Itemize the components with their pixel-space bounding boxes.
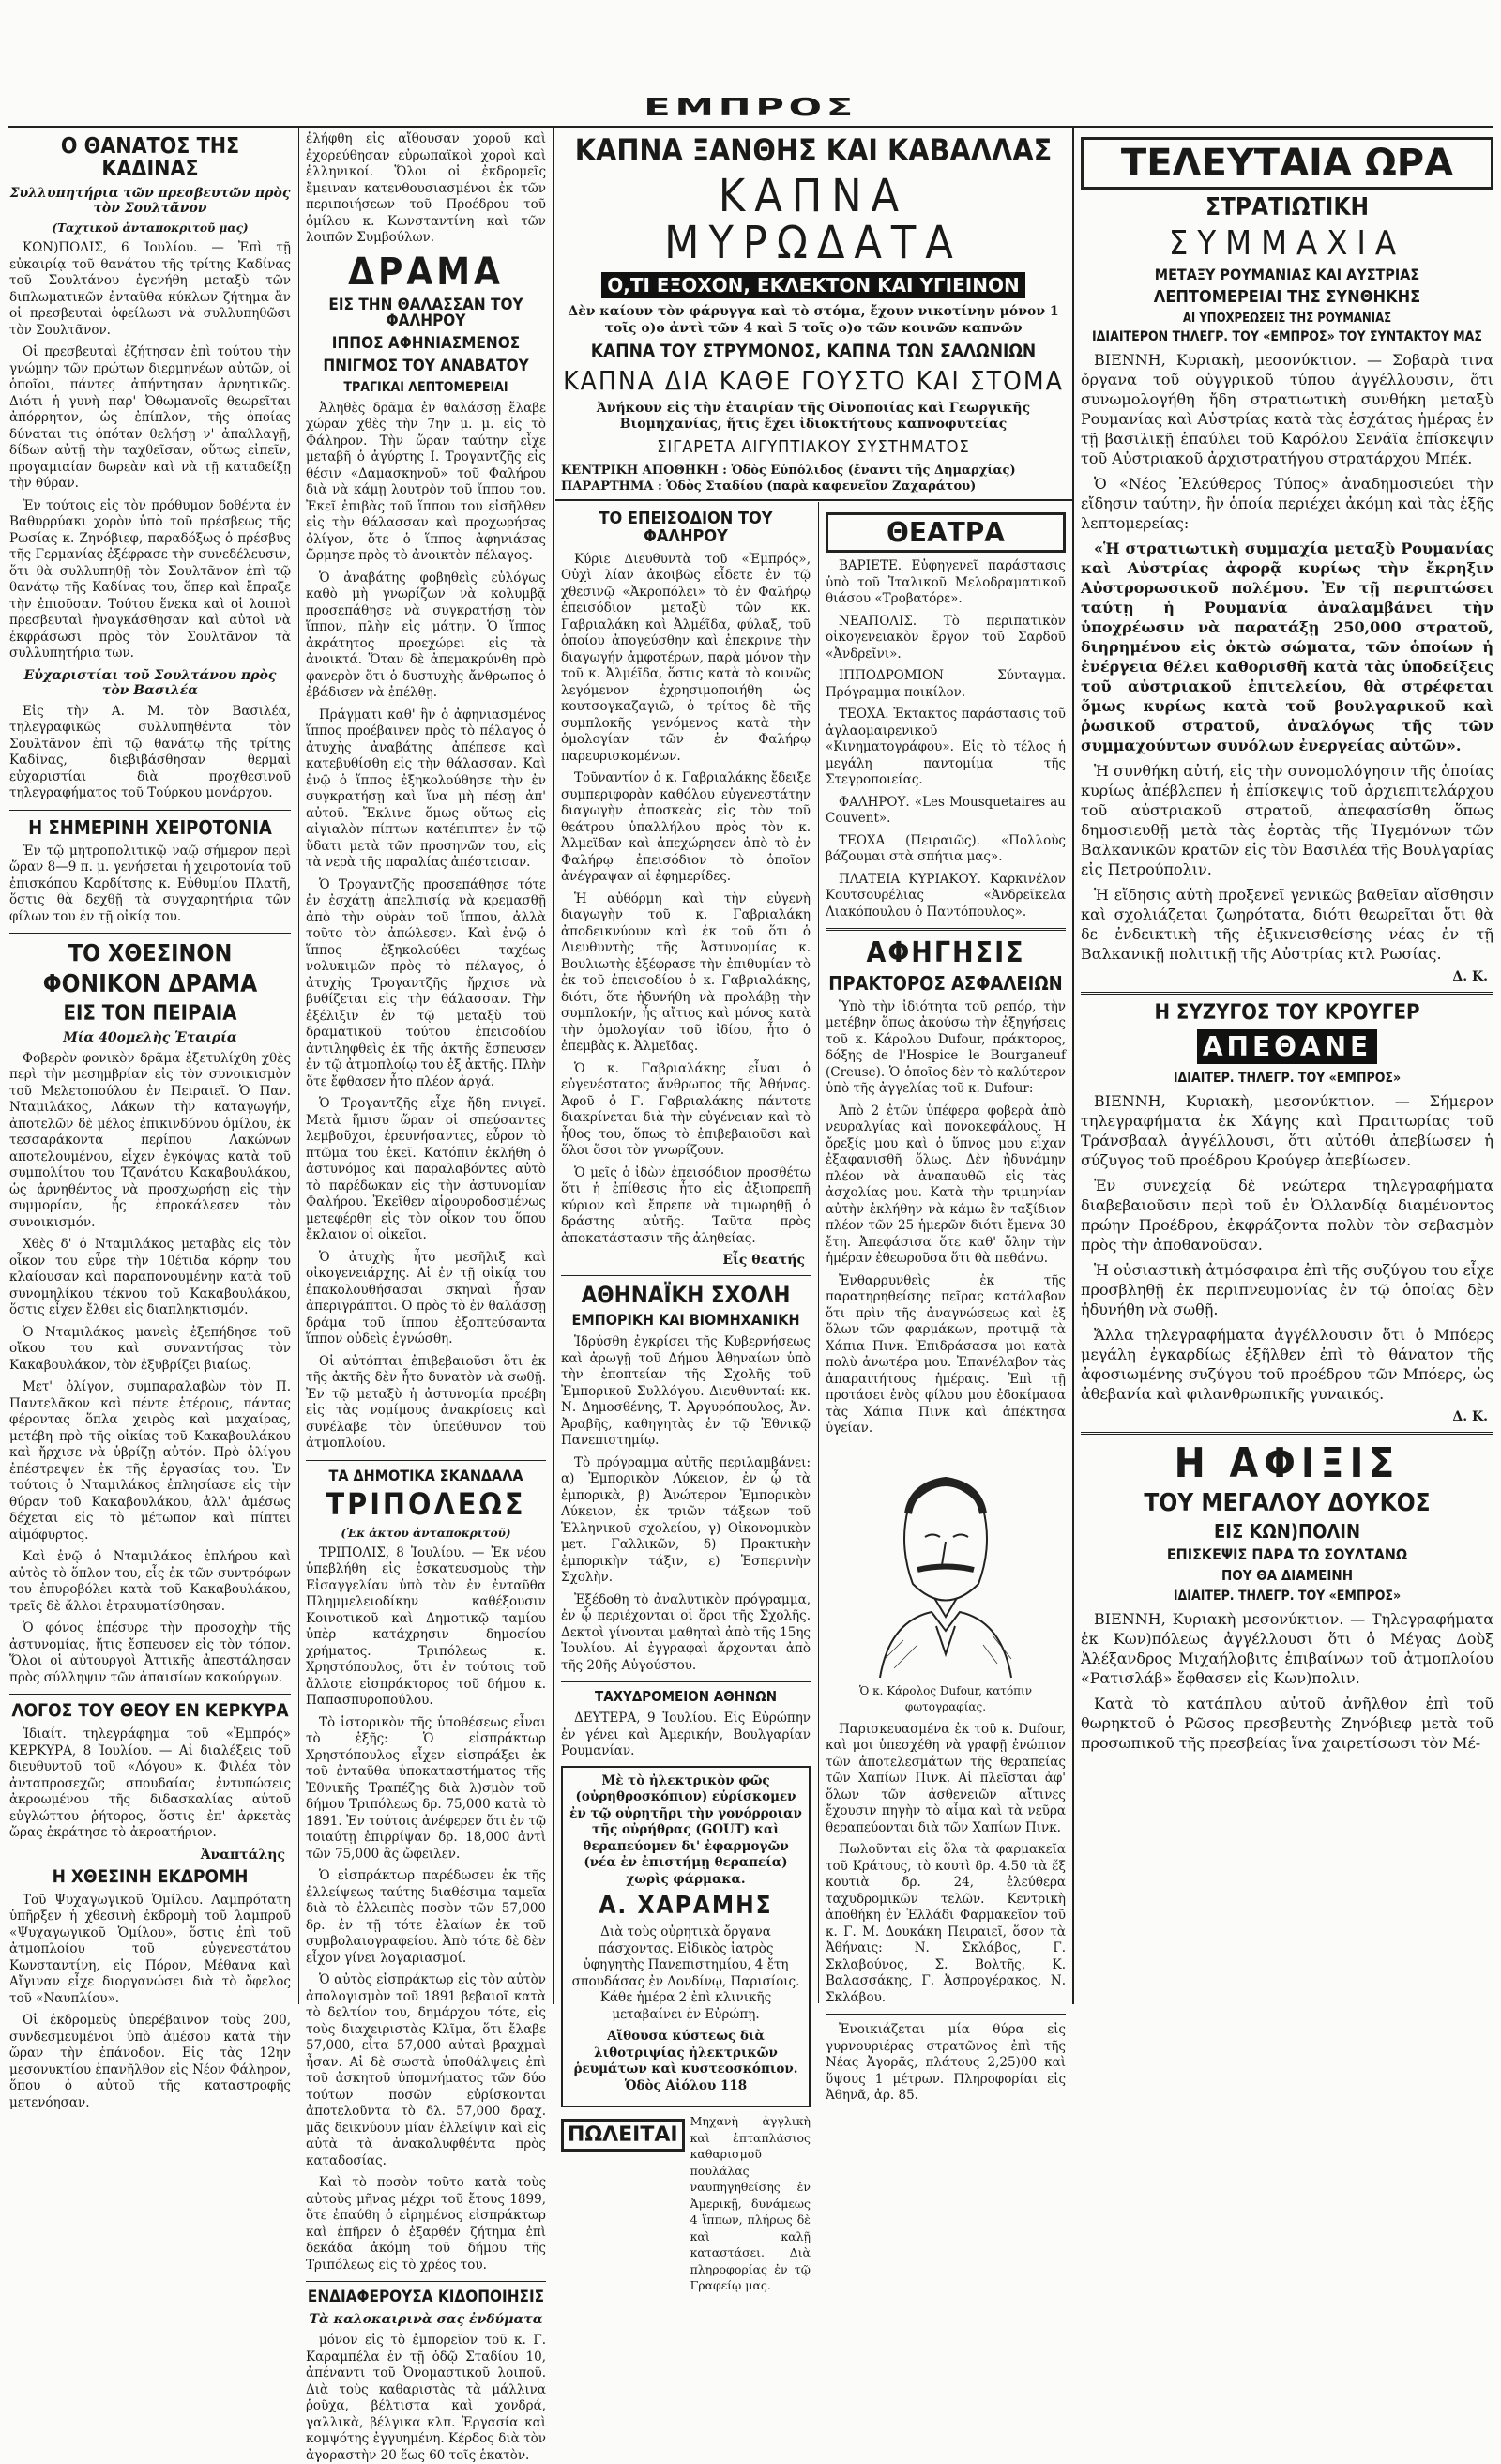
article-headline: ΑΘΗΝΑΪΚΗ ΣΧΟΛΗ [581,1282,791,1309]
divider [561,1275,811,1276]
article-paragraph: Ἡ οὐσιαστικὴ ἀτμόσφαιρα ἐπὶ τῆς συζύγου του εἶχε προσβληθῇ ἐκ περιπνευμονίας ἐν τῷ ὁποίας δὲν ἠδυνήθη νὰ σωθῇ. [1081,1260,1493,1318]
article-paragraph: Ὁ ἀναβάτης φοβηθεὶς εὐλόγως καθὸ μὴ γνωρίζων νὰ κολυμβᾷ προσεπάθησε νὰ συγκρατήσῃ τὸν ἵππον, πλὴν εἰς μάτην. Ὁ ἵππος ἀκράτητος προεχώρει εἰς τὰ ἀνοικτά. Ὅταν δὲ ἀπεμακρύνθη πρὸ φανερὸν ὅτι ὁ δυστυχὴς ἄνθρωπος ὁ ἐβάδισεν νὰ ἐπέλθῃ. [306,570,546,701]
article-headline: Η ΑΦΙΞΙΣ [1174,1438,1401,1487]
ad-paragraph: Δὲν καίουν τὸν φάρυγγα καὶ τὸ στόμα, ἔχουν νικοτίνην μόνον 1 τοῖς ο)ο ἀντὶ τῶν 4 καὶ 5 τοῖς ο)ο τῶν κοινῶν καπνῶν [568,304,1059,336]
article-paragraph: Ἐνθαρρυνθεὶς ἐκ τῆς παρατηρηθείσης πεῖρας κατάλαβον ὅτι πρὶν τῆς ἀναγνώσεως καὶ ἐξ ὅλων τῶν φαρμάκων, προτιμᾷ τὰ Χάπια Πινκ. Ἐπιδράσασα μοι κατὰ πολὺ ἀνωτέρα μου. Ἐπανέλαβον τὰς ἀπαραιτήτους ἡμέραις. Ἐπὶ τῇ προτάσει ἑνὸς φίλου μου ἐδοκίμασα τὰς Χάπια Πινκ καὶ ἀπέκτησα ὑγείαν. [826,1272,1066,1436]
article-headline: ΣΤΡΑΤΙΩΤΙΚΗ [1205,193,1370,221]
divider [561,1681,811,1682]
article-paragraph: Κύριε Διευθυντὰ τοῦ «Ἐμπρός», Οὐχὶ λίαν ἀκοιβῶς εἶδετε ἐν τῷ χθεσινῷ «Ἀκροπόλει» τὸ ἐν Φαλήρῳ ἐπεισόδιον μεταξὺ τῶν κκ. Γαβριαλάκη καὶ Ἀλμέῖδα, φύλαξ, τοῦ ὁποίου ἀπογεύσθην καὶ ἐπεκρινε τὴν διαγωγήν ἀμφοτέρων, παρὰ μόνον τὴν τοῦ κ. Ἀλμέῖδα, ὅστις κατὰ τὸ κοινῶς λεγόμενον ἐχρησιμοποιήθη ὡς κουτσογκαζαγιῶ, ὁ τρίτος δὲ τῆς συμπλοκῆς γενόμενος κατὰ τὴν ὁμολογίαν τῶν ἐν Φαλήρῳ παρευρισκομένων. [561,551,811,764]
article-paragraph: Πράγματι καθ' ἣν ὁ ἀφηνιασμένος ἵππος προέβαινεν πρὸς τὸ πέλαγος ὁ ἀτυχὴς ἀναβάτης ἀπέπεσε καὶ κατεβυθίσθη εἰς τὴν θάλασσαν. Καὶ ἐνῷ ὁ ἵππος ἐξηκολούθησε τὴν ἐν συγκρατήσῃ καὶ ἵνα μὴ πέσῃ ἀπ' αὐτοῦ. Ἔκλινε ὅμως οὕτως εἰς αἰγιαλὸν πίπτων κατέπιπτεν ἐν τῷ ὕδατι μετὰ τῶν προσηνῶν του, εἰς τὰ νερὰ τῆς παραλίας ἀπέστεισαν. [306,707,546,871]
column-5 [1081,131,1493,2003]
article-paragraph: Πωλοῦνται εἰς ὅλα τὰ φαρμακεῖα τοῦ Κράτους, τὸ κουτὶ δρ. 4.50 τὰ ἕξ κουτιὰ δρ. 24, ἐλεύθερα ταχυδρομικῶν τελῶν. Κεντρικὴ ἀποθήκη ἐν Ἑλλάδι Φαρμακεῖον τοῦ κ. Γ. Μ. Δουκάκη Πειραιεῖ, ὅσον τὰ Ἀθήναις: Ν. Σκλάβος, Γ. Σκλαβούνος, Σ. Βολτῆς, Κ. Βαλασσάκης, Γ. Ἀσπρογέρακος, Ν. Σκλάβου. [826,1842,1066,2005]
ad-paragraph: Αἴθουσα κύστεως διὰ λιθοτριψίας ἠλεκτρικῶν ῥευμάτων καὶ κυστεοσκόπιον. Ὁδὸς Αἰόλου 118 [573,2029,798,2093]
article-paragraph: ΙΠΠΟΔΡΟΜΙΟΝ Σύνταγμα. Πρόγραμμα ποικίλον. [826,668,1066,700]
article-paragraph: ΦΑΛΗΡΟΥ. «Les Mousquetaires au Couvent». [826,794,1066,826]
article-paragraph: Τὸ ἱστορικὸν τῆς ὑποθέσεως εἶναι τὸ ἑξῆς: Ὁ εἰσπράκτωρ Χρηστόπουλος εἶχεν εἰσπράξει ἐκ τοῦ ἐνταῦθα ὑποκαταστήματος τῆς Ἐθνικῆς Τραπέζης διὰ λ)σμὸν τοῦ δήμου Τριπόλεως δρ. 75,000 κατὰ τὸ 1891. Ἐν τούτοις ἀνέφερεν ὅτι ἐν τῷ τοιαύτῃ ἐπιρρίψαν δρ. 18,000 ἀντὶ τῶν 75,000 ἃς ὤφειλεν. [306,1714,546,1862]
article-paragraph: Ἐν τούτοις εἰς τὸν πρόθυμον δοθέντα ἐν Βαθυρρύακι χορὸν ὑπὸ τοῦ πρέσβεως τῆς Ρωσίας κ. Ζηνόβιεφ, παραδόξως ὁ πρέσβυς τῆς Γερμανίας ἐξέφρασε τὴν συνεδέλευσιν, ὅτι θὰ συλλυπηθῇ τὸν Σουλτᾶνον ἐπὶ τῷ θανάτῳ τῆς Καδίνας του, ὅπερ καὶ ἔπραξε τὴν ἐπιοῦσαν. Τούτου ἕνεκα καὶ οἱ λοιποὶ πρεσβευταὶ ἠναγκάσθησαν καὶ αὐτοὶ νὰ ἐκφράσωσι πρὸς τὸν Σουλτᾶνον τὰ συλλυπητήρια των. [9,497,291,662]
article-paragraph: Χθὲς δ' ὁ Νταμιλάκος μεταβὰς εἰς τὸν οἶκον του εὗρε τὴν 10έτιδα κόρην του κλαίουσαν καὶ παραπονουμένην κατὰ τοῦ συνομηλίκου τέκνου τοῦ Κακαβουλάκου, ὅστις εἶχεν ἔλθει εἰς διαπληκτισμόν. [9,1237,291,1318]
article-paragraph: Ἱδρύσθη ἐγκρίσει τῆς Κυβερνήσεως καὶ ἀρωγῇ τοῦ Δήμου Ἀθηναίων ὑπὸ τὴν ἐποπτείαν τῆς Σχολῆς τοῦ Ἐμπορικοῦ Συλλόγου. Διευθυνταί: κκ. Ν. Δημοσθένης, Τ. Ἀργυρόπουλος, Ἀν. Ἀραβῆς, καθηγητὰς ἐν τῷ Ἐθνικῷ Πανεπιστημίῳ. [561,1334,811,1449]
article-headline: ΔΡΑΜΑ [348,250,504,294]
divider [306,2281,546,2282]
article-paragraph: Ὁ εἰσπράκτωρ παρέδωσεν ἐκ τῆς ἐλλείψεως ταύτης διαθέσιμα ταμεῖα διὰ τὸ ἐλλειπὲς ποσὸν τῶν 57,000 δρ. ἐν τῇ τότε ἐλαίων ἐκ τοῦ συμβολαιογραφείου. Ἀπὸ τότε δὲ δὲν εἶχον γίνει λογαριασμοί. [306,1868,546,1966]
article-headline: ΠΡΑΚΤΟΡΟΣ ΑΣΦΑΛΕΙΩΝ [828,971,1063,995]
divider [826,928,1066,931]
ad-banner-wrap [561,272,1066,298]
ad-paragraph: ΠΑΡΑΡΤΗΜΑ : Ὁδὸς Σταδίου (παρὰ καφενεῖον Ζαχαράτου) [561,479,977,494]
article-paragraph: Ἐν συνεχείᾳ δὲ νεώτερα τηλεγραφήματα διαβεβαιοῦσιν περὶ τοῦ ἐν Ὁλλανδίᾳ διαμένοντος πρώην Προέδρου, ἐκφράζοντα πολὺν τὸν σεβασμὸν πρὸς τὴν ἀποθανοῦσαν. [1081,1176,1493,1254]
article-headline: ΠΟΥ ΘΑ ΔΙΑΜΕΙΝΗ [1221,1567,1353,1585]
ad-paragraph: Μὲ τὸ ἠλεκτρικὸν φῶς (οὐρηθροσκόπιον) εὑρίσκομεν ἐν τῷ οὐρητῆρι τὴν γονόρροιαν τῆς οὐρήθρας (GOUT) καὶ θεραπεύομεν δι' ἐφαρμογῶν (νέα ἐν ἐπιστήμῃ θεραπεία) χωρὶς φάρμακα. [569,1772,802,1887]
article-headline: ΠΝΙΓΜΟΣ ΤΟΥ ΑΝΑΒΑΤΟΥ [323,357,529,376]
article-signature: Δ. Κ. [1452,969,1488,985]
article-banner: ΑΠΕΘΑΝΕ [1197,1029,1377,1064]
article-paragraph: Μηχανὴ ἀγγλικὴ καὶ ἑπταπλάσιος καθαρισμοῦ πουλάλας ναυπηγηθείσης ἐν Ἀμερικῇ, δυνάμεως 4 ἵππων, πλήρως δὲ καὶ καλῇ καταστάσει. Διὰ πληροφορίας ἐν τῷ Γραφείῳ μας. [690,2114,811,2293]
article-paragraph: Ἀληθὲς δρᾶμα ἐν θαλάσσῃ ἔλαβε χώραν χθὲς τὴν 7ην μ. μ. εἰς τὸ Φάληρον. Τὴν ὥραν ταύτην εἶχε μεταβῆ ὁ ἀγύρτης Ι. Τρογαντζῆς εἰς θέσιν «Δαμασκηνοῦ» τοῦ Φαλήρου διὰ νὰ κάμῃ λουτρὸν τοῦ ἵππου του. Ἐκεῖ ἐπιβὰς τοῦ ἵππου του εἰσῆλθεν εἰς τὴν θάλασσαν καὶ προχωρήσας ὀλίγον, ὅτε ὁ ἵππος ἀφηνιάσας ὥρμησε πρὸς τὸ ἀνοικτὸν πέλαγος. [306,400,546,564]
article-headline: ΙΔΙΑΙΤΕΡ. ΤΗΛΕΓΡ. ΤΟΥ «ΕΜΠΡΟΣ» [1173,1588,1402,1604]
divider [1081,992,1493,995]
article-headline: ΙΔΙΑΙΤΕΡΟΝ ΤΗΛΕΓΡ. ΤΟΥ «ΕΜΠΡΟΣ» ΤΟΥ ΣΥΝΤΑΚΤΟΥ ΜΑΣ [1091,329,1483,345]
article-paragraph: Παρισκευασμένα ἐκ τοῦ κ. Dufour, καὶ μοι ὑπεσχέθη νὰ γραφῇ ἐνώπιον τῶν ἀποτελεσμάτων τῆς θεραπείας τῶν Χαπίων Πινκ. Αἱ πλεῖσται ἀφ' ὅλων τῶν ἀσθενειῶν αἴτινες ἔχουσιν πηγὴν τὸ αἷμα καὶ τὰ νεῦρα θεραπεύονται διὰ τῶν Χαπίων Πινκ. [826,1721,1066,1835]
article-paragraph: ἐλήφθη εἰς αἴθουσαν χοροῦ καὶ ἐχορεύθησαν εὐρωπαϊκοὶ χοροὶ καὶ ἑλληνικοί. Ὅλοι οἱ ἐκδρομεῖς ἔμειναν κατενθουσιασμένοι ἐκ τῶν περιποιήσεων τοῦ Προέδρου τοῦ ὁμίλου κ. Κωνσταντίνη καὶ τῶν λοιπῶν Συμβούλων. [306,131,546,245]
column-divider [818,502,819,2003]
banner-wrap [1081,1029,1493,1064]
ad-headline: ΣΙΓΑΡΕΤΑ ΑΙΓΥΠΤΙΑΚΟΥ ΣΥΣΤΗΜΑΤΟΣ [657,436,970,457]
article-paragraph: Ὁ Τρογαντζῆς προσεπάθησε τότε ἐν ἐσχάτῃ ἀπελπισίᾳ νὰ κρεμασθῇ ἀπὸ τὴν οὐρὰν τοῦ ἵππου, ἀλλὰ τοῦτο τὸν ἀπώλεσεν. Καὶ ἐνῷ ὁ ἵππος ἐξηκολούθει ταχέως νολυκιμῶν πρὸς τὸ πέλαγος, ὁ ἀτυχὴς Τρογαντζῆς ἤρχισε νὰ βυθίζεται εἰς τὴν θάλασσαν. Τὴν ἐξέλιξιν ἐν τῷ μεταξὺ τοῦ δραματικοῦ τούτου ἐπεισοδίου ἀντιληφθεὶς ἐκ τῆς ἀκτῆς ἔσπευσεν ἐν τῷ ἀτμοπλοίῳ του ἐξ ἀκτῆς. Πλὴν ὅτε ἔφθασεν ἦτο πλέον ἀργά. [306,876,546,1089]
article-paragraph: ΔΕΥΤΕΡΑ, 9 Ἰουλίου. Εἰς Εὐρώπην ἐν γένει καὶ Ἀμερικήν, Βουλγαρίαν Ρουμανίαν. [561,1711,811,1759]
article-paragraph: Οἱ πρεσβευταὶ ἐζήτησαν ἐπὶ τούτου τὴν γνώμην τῶν πρώτων διερμηνέων αὐτῶν, οἱ ὁποῖοι, πάντες ἀπήντησαν ἀρνητικῶς. Διότι ἡ γυνὴ παρ' Ὀθωμανοῖς θεωρεῖται ἀπόρρητον, ὡς ἐπίπλον, τῆς ὁποίας δύναται τις ὁπόταν θελήσῃ ν' ἀπαλλαγῇ, δίδων αὐτῇ τὴν ταχθεῖσαν, οὕτως εἰπεῖν, προγαμιαίαν δωρεὰν καὶ νὰ τῇ καταδείξῃ τὴν θύραν. [9,344,291,492]
article-paragraph: Ὁ φόνος ἐπέσυρε τὴν προσοχὴν τῆς ἀστυνομίας, ἥτις ἔσπευσεν εἰς τὸν τόπον. Ὅλοι οἱ αὐτουργοὶ Ἀττικῆς ἀπεστάλησαν πρὸς σύλληψιν τῶν ἀπαισίων κακούργων. [9,1620,291,1685]
ad-headline: Α. ΧΑΡΑΜΗΣ [599,1892,773,1921]
for-sale-headline: ΠΩΛΕΙΤΑΙ [561,2119,685,2152]
article-signature: Ἀναπτάλης [200,1847,285,1863]
article-headline: ΤΑΧΥΔΡΟΜΕΙΟΝ ΑΘΗΝΩΝ [594,1688,778,1706]
article-headline: ΕΙΣ ΤΟΝ ΠΕΙΡΑΙΑ [63,1001,237,1026]
article-headline: ΕΝΔΙΑΦΕΡΟΥΣΑ ΚΙΔΟΠΟΙΗΣΙΣ [307,2288,545,2307]
article-headline: Η ΣΗΜΕΡΙΝΗ ΧΕΙΡΟΤΟΝΙΑ [28,815,272,839]
article-paragraph: ΚΩΝ)ΠΟΛΙΣ, 6 Ἰουλίου. — Ἐπὶ τῇ εὐκαιρίᾳ τοῦ θανάτου τῆς τρίτης Καδίνας τοῦ Σουλτάνου ἐγενήθη μεταξὺ τῶν διπλωματικῶν ἐνταῦθα κύκλων ζήτημα ἂν οἱ πρεσβευταὶ ὀφείλωσι νὰ συλλυπηθῶσι τὸν Σουλτᾶνον. [9,240,291,338]
article-headline: ΑΙ ΥΠΟΧΡΕΩΣΕΙΣ ΤΗΣ ΡΟΥΜΑΝΙΑΣ [1182,311,1392,326]
article-signature: Δ. Κ. [1452,1408,1488,1424]
ad-headline: ΚΑΠΝΑ ΜΥΡΩΔΑΤΑ [664,169,963,269]
masthead-rule [8,126,1493,128]
article-paragraph: Τὸ πρόγραμμα αὐτῆς περιλαμβάνει: α) Ἐμπορικὸν Λύκειον, ἐν ᾧ τὰ ἐμπορικὰ, β) Ἀνώτερον Ἐμπορικὸν Λύκειον, ἐκ τριῶν τάξεων τοῦ Ἑλληνικοῦ σχολείου, γ) Οἰκονομικὸν μετ. Γαλλικῶν, δ) Πρακτικὴν ἐμπορικὴν τάξιν, ε) Ἑσπερινὴν Σχολὴν. [561,1454,811,1586]
ad-headline: ΚΑΠΝΑ ΞΑΝΘΗΣ ΚΑΙ ΚΑΒΑΛΛΑΣ [574,132,1053,168]
ad-banner: Ο,ΤΙ ΕΞΟΧΟΝ, ΕΚΛΕΚΤΟΝ ΚΑΙ ΥΓΙΕΙΝΟΝ [601,272,1024,298]
article-paragraph: Ἄλλα τηλεγραφήματα ἀγγέλλουσιν ὅτι ὁ Μπόερς μεγάλη ἐγκαρδίως ἐξῆλθεν ἐπὶ τὸ θάνατον τῆς ἀφοσιωμένης συζύγου τοῦ προέδρου τῶν Μπόερς, ὡς ἀθεβανία καὶ φιλανθρωπικῆς γυναικός. [1081,1325,1493,1403]
article-subheadline: Τὰ καλοκαιρινὰ σας ἐνδύματα [309,2312,543,2328]
article-paragraph: Τοῦ Ψυχαγωγικοῦ Ὁμίλου. Λαμπρότατη ὑπῆρξεν ἡ χθεσινὴ ἐκδρομὴ τοῦ λαμπροῦ «Ψυχαγωγικοῦ Ὁμίλου», ὅστις ἐπὶ τοῦ ἀτμοπλοίου τοῦ εὐγενεστάτου Κωνσταντίνη, εἰς Πόρον, Μέθανα καὶ Αἴγιναν εἶχε διοργανώσει διὰ τὸ ὄφελος τοῦ «Ναυπλίου». [9,1892,291,2006]
masthead: ΕΜΠΡΟΣ [644,94,857,122]
article-paragraph: Ἐξέδοθη τὸ ἀναλυτικὸν πρόγραμμα, ἐν ᾧ περιέχονται οἱ ὅροι τῆς Σχολῆς. Δεκτοὶ γίνονται μαθηταὶ ἀπὸ τῆς 15ης Ἰουλίου. Αἱ ἐγγραφαὶ ἄρχονται ἀπὸ τῆς 20ῆς Αὐγούστου. [561,1591,811,1673]
article-paragraph: Φοβερὸν φονικὸν δρᾶμα ἐξετυλίχθη χθὲς περὶ τὴν μεσημβρίαν εἰς τὸν συνοικισμὸν τοῦ Μελετοπούλου ἐν Πειραιεῖ. Ὁ Παν. Νταμιλάκος, Λάκων τὴν καταγωγήν, ἀποτελῶν δὲ μέλος ἐπικινδύνου ὁμίλου, ἐκ τεσσαράκοντα περίπου Λακώνων αποτελουμένου, εἶχεν ἐγκόψας κατὰ τοῦ συμπολίτου του Τζανάτου Κακαβουλάκου, ὡς ἀρνηθέντος νὰ προσχωρήσῃ εἰς τὴν συμμορίαν, ἧς ἐπροκάλεσεν τὸν συνοικισμόν. [9,1050,291,1230]
article-paragraph: ΤΡΙΠΟΛΙΣ, 8 Ἰουλίου. — Ἐκ νέου ὑπεβλήθη εἰς ἐσκατευσμοὺς τὴν Εἰσαγγελίαν ὑπὸ τὸν ἐν ἐνταῦθα Πλημμελειοδίκην καθέξουσιν Κοινοτικοῦ καὶ Δημοτικῷ ταμίου ὑπὲρ κατάχρησιν δημοσίου χρήματος. Τριπόλεως κ. Χρηστόπουλος, ὅτι ἐν τούτοις τοῦ ἄλλοτε εἰσπράκτορος τοῦ δήμου κ. Παπασπυροπούλου. [306,1544,546,1709]
article-paragraph: «Ἡ στρατιωτικὴ συμμαχία μεταξὺ Ρουμανίας καὶ Αὐστρίας ἀφορᾷ κυρίως τὴν ἔκρηξιν Αὐστρορωσικοῦ πολέμου. Ἐν τῇ περιπτώσει ταύτῃ ἡ Ρουμανία ἀναλαμβάνει τὴν ὑποχρέωσιν νὰ παρατάξῃ 250,000 στρατοῦ, διηρημένου εἰς ὀκτὼ σώματα, τῶν ὁποίων ἡ ἐνέργεια θέλει καθορισθῆ κατὰ τὰς ὑποδείξεις τοῦ αὐστριακοῦ ἐπιτελείου, θὰ στρέφεται ὅμως κυρίως κατὰ τοῦ βουλγαρικοῦ καὶ ῥωσικοῦ στρατοῦ, ἀναλόγως τῆς τῶν συμμαχούντων συνόλων ἐνεργείας αὐτῶν». [1081,540,1493,755]
article-paragraph: ΒΙΕΝΝΗ, Κυριακὴ μεσονύκτιον. — Τηλεγραφήματα ἐκ Κων)πόλεως ἀγγέλλουσι ὅτι ὁ Μέγας Δοὺξ Ἀλέξανδρος Μιχαήλοβιτς ἐπιβαίνων τοῦ ἀτμοπλοίου «Ρατισλάβ» ἔφθασεν εἰς Κων)πολιν. [1081,1609,1493,1687]
article-headline: ΣΥΜΜΑΧΙΑ [1168,224,1406,264]
article-headline: ΤΡΙΠΟΛΕΩΣ [326,1486,526,1523]
article-headline: Η ΣΥΖΥΓΟΣ ΤΟΥ ΚΡΟΥΓΕΡ [1154,1001,1420,1026]
article-headline: ΤΑ ΔΗΜΟΤΙΚΑ ΣΚΑΝΔΑΛΑ [328,1466,523,1484]
article-headline: ΕΜΠΟΡΙΚΗ ΚΑΙ ΒΙΟΜΗΧΑΝΙΚΗ [571,1311,800,1330]
ad-headline: ΚΑΠΝΑ ΔΙΑ ΚΑΘΕ ΓΟΥΣΤΟ ΚΑΙ ΣΤΟΜΑ [563,365,1064,397]
article-paragraph: ΤΕΟΧΑ. Ἐκτακτος παράστασις τοῦ ἀγλαομαιρενικοῦ «Κινηματογράφου». Εἰς τὸ τέλος ἡ μεγάλη παντομίμα τῆς Στεγροποιείας. [826,707,1066,787]
article-paragraph: ΒΙΕΝΝΗ, Κυριακὴ, μεσονύκτιον. — Σοβαρὰ τινα ὄργανα τοῦ οὐγγρικοῦ τύπου ἀγγέλλουσιν, ὅτι συνωμολογήθη ἤδη στρατιωτικὴ συνθήκη μεταξὺ Ρουμανίας καὶ Αὐστρίας κατὰ τὰς ἐσχάτας ἡμέρας ἐν τῇ βασιλικῇ ἐπαύλει τοῦ Καρόλου Σενάϊα ἐπίσκεψιν τοῦ Αὐστριακοῦ ἀρχιστρατήγου στρατάρχου Μπέκ. [1081,351,1493,468]
article-paragraph: Οἱ αὐτόπται ἐπιβεβαιοῦσι ὅτι ἐκ τῆς ἀκτῆς δὲν ἦτο δυνατὸν νὰ σωθῇ. Ἐν τῷ μεταξὺ ἡ ἀστυνομία προέβη εἰς τὰς νομίμους ἀνακρίσεις καὶ συνέλαβε τὸν ὑπεύθυνον τοῦ ἀτμοπλοίου. [306,1353,546,1452]
article-paragraph: Κατὰ τὸ κατάπλου αὐτοῦ ἀνῆλθον ἐπὶ τοῦ θωρηκτοῦ ὁ Ρῶσος πρεσβευτὴς Ζηνόβιεφ μετὰ τοῦ προσωπικοῦ τῆς πρεσβείας ἵνα χαιρετίσωσι τὸν Μέ- [1081,1694,1493,1752]
theatres-headline: ΘΕΑΤΡΑ [826,512,1066,553]
ad-bottom-rule [555,499,1072,501]
divider [1081,1432,1493,1435]
ad-paragraph: Ἀνήκουν εἰς τὴν ἑταιρίαν τῆς Οἰνοποιίας καὶ Γεωργικῆς Βιομηχανίας, ἥτις ἔχει ἰδιοκτήτους καπνοφυτείας [596,400,1031,433]
column-1 [9,131,291,2110]
article-subheadline: Συλλυπητήρια τῶν πρεσβευτῶν πρὸς τὸν Σουλτᾶνον [9,186,291,217]
article-headline: ΙΠΠΟΣ ΑΦΗΝΙΑΣΜΕΝΟΣ [331,334,521,354]
column-2 [306,131,546,2463]
article-headline: ΤΡΑΓΙΚΑΙ ΛΕΠΤΟΜΕΡΕΙΑΙ [343,379,508,395]
for-sale-notice [561,2113,811,2300]
article-headline: ΤΟ ΧΘΕΣΙΝΟΝ [68,939,233,967]
divider [9,1694,291,1695]
article-paragraph: Ἡ συνθήκη αὐτή, εἰς τὴν συνομολόγησιν τῆς ὁποίας κυρίως ἀπέβλεπεν ἡ ἐπίσκεψις τοῦ ἀρχιεπιτελάρχου τοῦ αὐστριακοῦ στρατοῦ, ἀπεφασίσθη ὅπως δημοσιευθῇ μετὰ τὰς ἐορτὰς τῆς Ἡγεμόνων τῶν Βαλκανικῶν κρατῶν εἰς τὸν Βασιλέα τῆς Βουλγαρίας εἰς Πετρούπολιν. [1081,762,1493,879]
article-paragraph: Ἡ αὐθόρμη καὶ τὴν εὐγενὴ διαγωγὴν τοῦ κ. Γαβριαλάκη ἀποδεικνύουν καὶ ἐκ τοῦ ὅτι ὁ Διευθυντὴς τῆς Ἀστυνομίας κ. Βουλιωτὴς ἐξέφρασε τὴν ἐπιθυμίαν τὸ ἐκ τοῦ ἐπεισοδίου ὁ κ. Γαβριαλάκης, διότι, ὅτε ἠδυνήθη νὰ προλάβῃ τὴν συμπλοκήν, ἦς αἴτιος καὶ μόνος κατὰ τὴν ὁμολογίαν τοῦ ἰδίου, ἦτο ὁ ἐπεμβὰς κ. Ἀλμεῖδας. [561,890,811,1055]
article-paragraph: Ὁ «Νέος Ἐλεύθερος Τύπος» ἀναδημοσιεύει τὴν εἴδησιν ταύτην, ἣν ὁποία περιέχει ἀκόμη καὶ τὰς ἑξῆς λεπτομερείας: [1081,475,1493,533]
article-note: (Ταχτικοῦ ἀνταποκριτοῦ μας) [52,221,249,236]
article-subheadline: Εὐχαριστίαι τοῦ Σουλτάνου πρὸς τὸν Βασιλέα [23,667,277,698]
article-paragraph: Ὁ Τρογαντζῆς εἶχε ἤδη πνιγεῖ. Μετὰ ἥμισυ ὥραν οἱ σπεύσαντες λεμβοῦχοι, ἐρευνήσαντες, εὗρον τὸ πτῶμα του ἐκεῖ. Κατόπιν ἐκλήθη ὁ ἀστυνόμος καὶ παραλαβόντες αὐτὸ τὸ παρέδωκαν εἰς τὴν ἀστυνομίαν Φαλήρου. Ἐκεῖθεν αἱρουροδοσμένως μετεφέρθη εἰς τὸν οἶκον του ὅπου ἔκλαιον οἱ οἰκεῖοι. [306,1096,546,1243]
article-paragraph: ΝΕΑΠΟΛΙΣ. Τὸ περιπατικὸν οἰκογενειακὸν ἔργον τοῦ Σαρδοῦ «Ἀνδρεῖνι». [826,613,1066,662]
article-paragraph: Ὑπὸ τὴν ἰδιότητα τοῦ ρεπόρ, τὴν μετέβην ὅπως ἀκούσω τὴν ἐξηγήσεις τοῦ κ. Κάρολου Dufour, πράκτορος, δόξης de l'Hospice le Bourganeuf (Creuse). Ὁ ὁποῖος δὲν τὸ καλύτερον ὑπὸ τῆς ἀγγελίας τοῦ κ. Dufour: [826,998,1066,1096]
article-paragraph: ΒΑΡΙΕΤΕ. Εὐφηγενεῖ παράστασις ὑπὸ τοῦ Ἰταλικοῦ Μελοδραματικοῦ θιάσου «Τροβατόρε». [826,558,1066,606]
article-paragraph: Ἐνοικιάζεται μία θύρα εἰς γυρνουριέρας στρατῶνος ἐπὶ τῆς Νέας Ἀγορᾶς, πλάτους 2,25)00 καὶ ὕψους 1 μέτρων. Πληροφορίαι εἰς Ἀθηνᾶ, ἀρ. 85. [826,2022,1066,2103]
article-paragraph: Μετ' ὀλίγον, συμπαραλαβὼν τὸν Π. Παντελᾶκον καὶ πέντε ἑτέρους, πάντας φέροντας ὅπλα χειρὸς καὶ μαχαίρας, μετέβη πρὸ τῆς οἰκίας τοῦ Κακαβουλάκου καὶ ἤρχισε νὰ ὑβρίζῃ αὐτόν. Πρὸ ὀλίγου ἐπέστρεψεν ἐκ τῆς ἐργασίας του. Ἐν τούτοις ὁ Νταμιλάκος ἐπλησίασε εἰς τὴν θύραν τοῦ Κακαβουλάκου, ἀλλ' ἀμέσως δέχεται εἰς τὸ μέτωπον καὶ πίπτει αἱμόφυρτος. [9,1379,291,1543]
tobacco-advertisement [561,131,1066,497]
article-headline: ΤΕΛΕΥΤΑΙΑ ΩΡΑ [1081,137,1493,190]
doctor-advertisement [561,1766,811,2108]
article-paragraph: Ἰδιαίτ. τηλεγράφημα τοῦ «Ἐμπρός» ΚΕΡΚΥΡΑ, 8 Ἰουλίου. — Αἱ διαλέξεις τοῦ διευθυντοῦ τοῦ «Λόγου» κ. Φιλέα τὸν ἀνταπροσεχῶς σπουδαίας ἐντυπώσεις ἀκροωμένου τῆς διδασκαλίας αὐτοῦ εὐγλώττου ῥήτορος, ὅστις ἐπ' ἀρκετὰς ὥρας ἐκράτησε τὸ ἀκροατήριον. [9,1726,291,1841]
article-paragraph: μόνον εἰς τὸ ἐμπορεῖον τοῦ κ. Γ. Καραμπέλα ἐν τῇ ὁδῷ Σταδίου 10, ἀπέναντι τοῦ Ὀνομαστικοῦ λοιποῦ. Διὰ τοὺς καθαριστὰς τὰ μάλλινα ῥοῦχα, βέλτιστα καὶ χονδρά, γαλλικὰ, βέλγικα κλπ. Ἐργασία καὶ κομψότης ἐγγυημένη. Κέρδος διὰ τὸν ἀγοραστὴν 20 ἕως 60 τοῖς ἑκατὸν. [306,2333,546,2463]
column-4 [826,507,1066,2103]
article-paragraph: Εἰς τὴν Α. Μ. τὸν Βασιλέα, τηλεγραφικῶς συλλυπηθέντα τὸν Σουλτᾶνον ἐπὶ τῷ θανάτῳ τῆς τρίτης Καδίνας, διεβιβάσθησαν θερμαὶ εὐχαριστίαι διὰ προχθεσινοῦ τηλεγραφήματος τοῦ Τούρκου μονάρχου. [9,703,291,801]
article-headline: ΜΕΤΑΞΥ ΡΟΥΜΑΝΙΑΣ ΚΑΙ ΑΥΣΤΡΙΑΣ [1154,266,1420,284]
divider [306,1460,546,1461]
article-headline: ΤΟ ΕΠΕΙΣΟΔΙΟΝ ΤΟΥ ΦΑΛΗΡΟΥ [599,509,773,546]
ad-paragraph: ΚΕΝΤΡΙΚΗ ΑΠΟΘΗΚΗ : Ὁδὸς Εὐπόλιδος (ἔναντι τῆς Δημαρχίας) [561,463,1016,478]
column-divider [298,128,299,2004]
article-headline: Η ΧΘΕΣΙΝΗ ΕΚΔΡΟΜΗ [52,1865,249,1887]
article-paragraph: Καὶ ἐνῷ ὁ Νταμιλάκος ἐπλήρου καὶ αὐτὸς τὸ ὅπλον του, εἷς ἐκ τῶν συντρόφων του ἐπυροβόλει κατὰ τοῦ Κακαβουλάκου, τρεῖς δὲ ἄλλοι ἐτραυματίσθησαν. [9,1549,291,1614]
article-signature: Εἷς θεατής [722,1253,805,1269]
article-headline: ΕΙΣ ΤΗΝ ΘΑΛΑΣΣΑΝ ΤΟΥ ΦΑΛΗΡΟΥ [328,295,523,331]
article-paragraph: Ἀπὸ 2 ἐτῶν ὑπέφερα φοβερὰ ἀπὸ νευραλγίας καὶ πονοκεφάλους. Ἡ ὄρεξίς μου καὶ ὁ ὕπνος μου εἶχαν ἐξαφανισθῆ ὅλως. Δὲν ἠδυνάμην πλέον νὰ ἀναπαυθῶ εἰς τὰς ἀσχολίας μου. Κατὰ τὴν τριμηνίαν αὐτὴν ἐκλήθην νὰ κάμω ἓν ταξίδιον πλέον τῶν 25 ἡμερῶν διότι ἔμενα 30 ἔτη. Ἀπεφάσισα ὅτε καθ' ὅλην τὴν ἡμέραν ἐθεωροῦσα ὅτι θὰ πεθάνω. [826,1103,1066,1266]
article-paragraph: Ὁ Νταμιλάκος μανεὶς ἐξεπήδησε τοῦ οἴκου του καὶ συναντήσας τὸν Κακαβουλάκον, τὸν ἐξυβρίζει βιαίως. [9,1324,291,1373]
article-paragraph: ΤΕΟΧΑ (Πειραιῶς). «Πολλοὺς βάζουμαι στὰ σπήτια μας». [826,832,1066,864]
article-headline: ΕΙΣ ΚΩΝ)ΠΟΛΙΝ [1213,1520,1361,1544]
article-paragraph: Καὶ τὸ ποσὸν τοῦτο κατὰ τοὺς αὐτοὺς μῆνας μέχρι τοῦ ἔτους 1899, ὅτε ἐπαύθη ὁ εἰρημένος εἰσπράκτωρ καὶ ἐπῆρεν ὁ ἐξαρθέν ζήτημα ἐπὶ δεκάδα ἀκόμη τοῦ δήμου τῆς Τριπόλεως εἰς τὸ χρέος του. [306,2175,546,2273]
article-headline: ΛΟΓΟΣ ΤΟΥ ΘΕΟΥ ΕΝ ΚΕΡΚΥΡΑ [11,1700,289,1722]
column-3 [561,507,811,2293]
ad-headline: ΚΑΠΝΑ ΤΟΥ ΣΤΡΥΜΟΝΟΣ, ΚΑΠΝΑ ΤΩΝ ΣΑΛΩΝΙΩΝ [590,341,1037,362]
image-caption: Ὁ κ. Κάρολος Dufour, κατόπιν φωτογραφίας. [858,1683,1033,1713]
article-paragraph: Ἐν τῷ μητροπολιτικῷ ναῷ σήμερον περὶ ὥραν 8—9 π. μ. γενήσεται ἡ χειροτονία τοῦ ἐπισκόπου Καρδίτσης κ. Εὐθυμίου Πλατῆ, ὅστις θὰ δεχθῇ τὰ συγχαρητήρια τῶν φίλων του ἐν τῇ οἰκίᾳ του. [9,843,291,924]
article-paragraph: Οἱ ἐκδρομεὺς ὑπερέβαινον τοὺς 200, συνδεσμευμένοι ὑπὸ ἀμέσου κατὰ τὴν ὥραν τὴν ἐπάνοδον. Εἰς τὰς 12ην μεσονυκτίου ἐπανῆλθον εἰς Νέον Φάληρον, ὅπου ὁ αὐτοῦ τῆς καταστροφῆς μετενόησαν. [9,2013,291,2110]
article-paragraph: Ἡ εἴδησις αὐτὴ προξενεῖ γενικῶς βαθεῖαν αἴσθησιν καὶ σχολιάζεται ζωηρότατα, διότι θεωρεῖται ὅτι θὰ δε ἐνδεικτικὴ τῆς ἐξικνεισθείσης νέας ἐν τῇ Βαλκανικῇ πολιτικῇ τῆς Αὐστρίας κτλ Ρωσίας. [1081,886,1493,964]
article-headline: Ο ΘΑΝΑΤΟΣ ΤΗΣ ΚΑΔΙΝΑΣ [60,134,240,182]
article-headline: ΤΟΥ ΜΕΓΑΛΟΥ ΔΟΥΚΟΣ [1144,1489,1431,1518]
article-paragraph: ΠΛΑΤΕΙΑ ΚΥΡΙΑΚΟΥ. Καρκινέλον Κουτσουρέλιας «Ἀνδρεῖκελα Λιακόπουλου ὁ Παντόπουλος». [826,871,1066,920]
article-headline: ΙΔΙΑΙΤΕΡ. ΤΗΛΕΓΡ. ΤΟΥ «ΕΜΠΡΟΣ» [1173,1071,1402,1087]
divider [826,2014,1066,2015]
article-paragraph: ΒΙΕΝΝΗ, Κυριακὴ, μεσονύκτιον. — Σήμερον τηλεγραφήματα ἐκ Χάγης καὶ Πραιτωρίας τοῦ Τράνσβααλ ἀγγέλλουσι, ὅτι αὐτόθι ἀπεβίωσεν ἡ σύζυγος τοῦ προέδρου Κρούγερ ἀπεβίωσεν. [1081,1091,1493,1169]
portrait-illustration [842,1443,1049,1678]
column-divider [1072,128,1074,2004]
article-paragraph: Ὁ κ. Γαβριαλάκης εἶναι ὁ εὐγενέστατος ἄνθρωπος τῆς Ἀθήνας. Ἀφοῦ ὁ Γ. Γαβριαλάκης πάντοτε διακρίνεται διὰ τὴν εὐγένειαν καὶ τὸ ἦθος του, ὅπως τὸ ἐπιβεβαιοῦσι καὶ ὅλοι ὅσοι τὸν γνωρίζουν. [561,1060,811,1159]
article-headline: ΕΠΙΣΚΕΨΙΣ ΠΑΡΑ ΤΩ ΣΟΥΛΤΑΝΩ [1166,1545,1408,1564]
article-subheadline: Μία 40ομελὴς Ἑταιρία [63,1029,237,1045]
divider [9,933,291,934]
article-headline: ΛΕΠΤΟΜΕΡΕΙΑΙ ΤΗΣ ΣΥΝΘΗΚΗΣ [1153,286,1421,307]
divider [9,810,291,811]
article-headline: ΦΟΝΙΚΟΝ ΔΡΑΜΑ [42,969,258,998]
article-note: (Ἐκ ἀκτου ἀνταποκριτοῦ) [341,1526,511,1540]
article-paragraph: Ὁ αὐτὸς εἰσπράκτωρ εἰς τὸν αὐτὸν ἀπολογισμὸν τοῦ 1891 βεβαιοῖ κατὰ τὸ δελτίον του, δημάρχου τότε, εἰς τοὺς διαχειριστὰς Κλῖμα, ὅτι ἔλαβε 57,000, εἶτα 57,000 αὐταὶ βραχμαὶ ἦσαν. Αἱ δὲ σωστὰ ὑποθάλψεις ἐπὶ τοῦ ἀσκητοῦ ὑπομνήματος τῶν δύο τούτων ποσῶν εὑρίσκονται ἀποτελοῦντα τὸ δλ. 57,000 δραχ. μᾶς δεικνύουν μίαν ἐλλείψιν καὶ εἰς αὐτὰ τὰ ἀνακαλυφθέντα πρὸς καταδοσίας. [306,1972,546,2168]
article-paragraph: Ὁ ἀτυχὴς ἦτο μεσῆλιξ καὶ οἰκογενειάρχης. Αἱ ἐν τῇ οἰκίᾳ του ἐπακολουθήσασαι σκηναὶ ἦσαν ἀπεριγράπτοι. Ὁ πρὸς τὸ ἐν θαλάσσῃ δράμα τοῦ ἵππου ἐξοπτεύσαντα ἵππον οὐδεὶς ἐγνώσθη. [306,1249,546,1347]
column-divider [553,128,554,2004]
article-headline: ΑΦΗΓΗΣΙΣ [866,936,1025,969]
article-paragraph: Ὁ μεῖς ὁ ἰδὼν ἐπεισόδιον προσθέτω ὅτι ἡ ἐπίθεσις ἦτο εἰς ἀξιοπρεπῆ κύριον καὶ ἔπρεπε νὰ τιμωρηθῇ ὁ δράστης αὐτῆς. Ταῦτα πρὸς ἀποκατάστασιν τῆς ἀληθείας. [561,1164,811,1246]
ad-paragraph: Διὰ τοὺς οὐρητικὰ ὄργανα πάσχοντας. Εἰδικὸς ἰατρὸς ὑφηγητὴς Πανεπιστημίου, 4 ἔτη σπουδάσας ἐν Λονδίνῳ, Παρισίοις. Κάθε ἡμέρα 2 ἐπὶ κλινικῆς μεταβαίνει ἐν Εὐρώπῃ. [571,1924,800,2022]
article-paragraph: Τοῦναντίον ὁ κ. Γαβριαλάκης ἔδειξε συμπεριφορὰν καθόλου εὐγενεστάτην διαγωγὴν ἀποσκεὰς εἰς τὸν τοῦ θεάτρου ὑπαλλήλου πρὸς τὸν κ. Ἀλμεϊδαν καὶ ἀπεχώρησεν ἀπὸ τὸ ἐν Φαλήρῳ ἐπεισόδιον τὸ ὁποῖον ἀνέγραψαν αἱ ἐφημερίδες. [561,770,811,885]
